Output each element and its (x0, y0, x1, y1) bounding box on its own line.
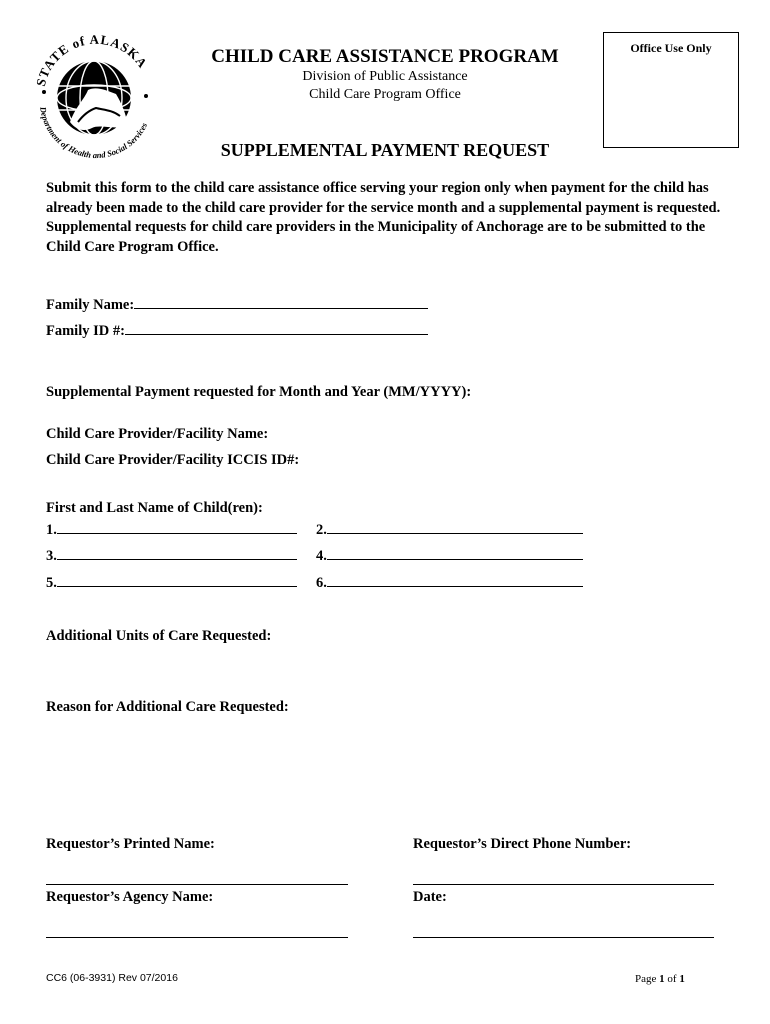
child-number: 6. (316, 575, 327, 591)
form-title: SUPPLEMENTAL PAYMENT REQUEST (220, 140, 550, 160)
page-total: 1 (679, 973, 685, 985)
requestor-name-field[interactable] (46, 884, 348, 885)
child-row-5 (46, 574, 297, 592)
child-4-field[interactable] (327, 547, 583, 560)
page-word: Page (635, 973, 657, 985)
child-number: 4. (316, 548, 327, 564)
requestor-phone-field[interactable] (413, 884, 714, 885)
page-number (635, 973, 685, 985)
family-id-label: Family ID #: (46, 323, 125, 339)
child-row-6 (316, 574, 583, 592)
office-use-only-label: Office Use Only (630, 41, 712, 55)
family-id-field[interactable] (125, 322, 428, 335)
child-1-field[interactable] (57, 521, 297, 534)
family-id-row (46, 322, 428, 340)
office-name: Child Care Program Office (309, 87, 461, 102)
child-2-field[interactable] (327, 521, 583, 534)
seal-top-text: STATE of ALASKA (32, 31, 151, 88)
page-current: 1 (659, 973, 665, 985)
child-number: 2. (316, 522, 327, 538)
date-field[interactable] (413, 937, 714, 938)
child-row-2 (316, 521, 583, 539)
children-heading: First and Last Name of Child(ren): (46, 500, 263, 516)
agency-name-field[interactable] (46, 937, 348, 938)
seal-bottom-text: Department of Health and Social Services (38, 106, 150, 160)
reason-label: Reason for Additional Care Requested: (46, 699, 289, 715)
month-year-label: Supplemental Payment requested for Month and Year (MM/YYYY): (46, 384, 472, 400)
form-code: CC6 (06-3931) Rev 07/2016 (46, 972, 178, 984)
child-number: 3. (46, 548, 57, 564)
requestor-phone-label: Requestor’s Direct Phone Number: (413, 836, 632, 852)
requestor-name-label: Requestor’s Printed Name: (46, 836, 215, 852)
office-use-only-box (603, 32, 739, 148)
program-title: CHILD CARE ASSISTANCE PROGRAM (211, 46, 559, 67)
units-label: Additional Units of Care Requested: (46, 628, 272, 644)
child-row-1 (46, 521, 297, 539)
provider-id-label: Child Care Provider/Facility ICCIS ID#: (46, 452, 300, 468)
child-number: 1. (46, 522, 57, 538)
instructions-text: Submit this form to the child care assistance office serving your region only when payment for the child has already been made to the child care provider for the service month and a supplemental payment is requested. Supplemental requests for child care providers in the Municipality of Anchorage are to be submitted to the Child Care Program Office. (46, 180, 721, 255)
family-name-field[interactable] (134, 296, 428, 309)
child-number: 5. (46, 575, 57, 591)
child-5-field[interactable] (57, 574, 297, 587)
division-name: Division of Public Assistance (302, 69, 468, 84)
provider-name-label: Child Care Provider/Facility Name: (46, 426, 269, 442)
family-name-row (46, 296, 428, 314)
date-label: Date: (413, 889, 447, 905)
child-row-4 (316, 547, 583, 565)
agency-name-label: Requestor’s Agency Name: (46, 889, 214, 905)
state-of-alaska-seal (30, 30, 160, 160)
child-3-field[interactable] (57, 547, 297, 560)
child-row-3 (46, 547, 297, 565)
of-word: of (667, 973, 677, 985)
child-6-field[interactable] (327, 574, 583, 587)
family-name-label: Family Name: (46, 297, 135, 313)
